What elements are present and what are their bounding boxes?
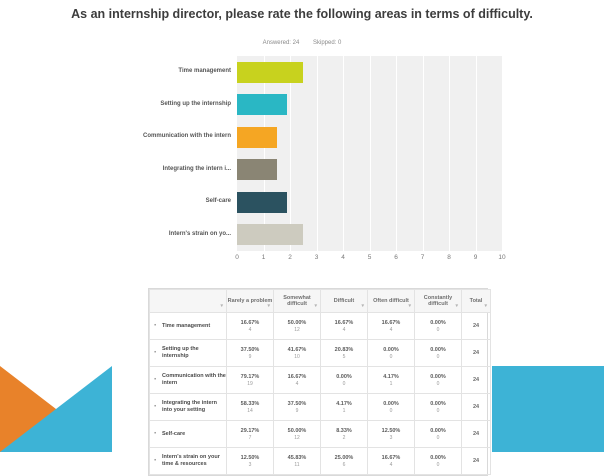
table-cell-value: 25.00% 6 bbox=[321, 448, 368, 475]
chart-bar bbox=[237, 62, 303, 83]
table-column-header[interactable] bbox=[150, 290, 227, 313]
table-column-header[interactable]: Somewhat difficult ▾ bbox=[274, 290, 321, 313]
chevron-down-icon[interactable]: ▾ bbox=[267, 302, 270, 309]
chart-gridline bbox=[290, 56, 291, 251]
data-table bbox=[148, 288, 488, 476]
row-bullet-icon: ▪ bbox=[154, 403, 157, 410]
table-cell-value: 8.33% 2 bbox=[321, 421, 368, 448]
chart-bar bbox=[237, 192, 287, 213]
table-cell-value: 12.50% 3 bbox=[227, 448, 274, 475]
table-cell-value: 50.00% 12 bbox=[274, 313, 321, 340]
chevron-down-icon[interactable]: ▾ bbox=[455, 302, 458, 309]
page-title: As an internship director, please rate the following areas in terms of difficulty. bbox=[71, 7, 533, 21]
skipped-count: Skipped: 0 bbox=[313, 40, 342, 46]
chart-bar bbox=[237, 224, 303, 245]
chart-x-tick-label: 4 bbox=[341, 254, 345, 261]
chevron-down-icon[interactable]: ▾ bbox=[220, 302, 223, 309]
chart-gridline bbox=[370, 56, 371, 251]
answered-count: Answered: 24 bbox=[262, 40, 300, 46]
chevron-down-icon[interactable]: ▾ bbox=[314, 302, 317, 309]
table-cell-category bbox=[150, 394, 227, 421]
table-column-header[interactable]: Difficult ▾ bbox=[321, 290, 368, 313]
table-cell-total: 24 bbox=[462, 340, 491, 367]
table-row bbox=[150, 313, 491, 340]
table-header-row bbox=[150, 290, 491, 313]
table-cell-category bbox=[150, 340, 227, 367]
chart-x-tick-label: 0 bbox=[235, 254, 239, 261]
table-row-label: Self-care bbox=[162, 430, 186, 437]
chevron-down-icon[interactable]: ▾ bbox=[408, 302, 411, 309]
chart-category-label: Integrating the intern i... bbox=[162, 165, 231, 172]
chart-x-tick-label: 2 bbox=[288, 254, 292, 261]
row-bullet-icon: ▪ bbox=[154, 457, 157, 464]
chart-x-tick-label: 10 bbox=[498, 254, 506, 261]
chart-bar bbox=[237, 127, 277, 148]
table-cell-value: 0.00% 0 bbox=[415, 448, 462, 475]
chart-category-label: Time management bbox=[178, 68, 231, 75]
table-row bbox=[150, 421, 491, 448]
table-cell-value: 4.17% 1 bbox=[368, 367, 415, 394]
table-cell-value: 4.17% 1 bbox=[321, 394, 368, 421]
table-cell-value: 0.00% 0 bbox=[368, 340, 415, 367]
table-row bbox=[150, 340, 491, 367]
table-cell-category bbox=[150, 421, 227, 448]
chart-x-tick-label: 7 bbox=[420, 254, 425, 261]
table-column-header[interactable]: Constantly difficult ▾ bbox=[415, 290, 462, 313]
decorative-blue-block-right bbox=[492, 366, 604, 452]
chevron-down-icon[interactable]: ▾ bbox=[484, 302, 487, 309]
chart-category-label: Self-care bbox=[205, 198, 231, 205]
table-row-label: Time management bbox=[162, 322, 211, 329]
table-cell-value: 37.50% 9 bbox=[227, 340, 274, 367]
table-row-label: Communication with the intern bbox=[162, 373, 226, 386]
table-body bbox=[150, 313, 491, 475]
chart-gridline bbox=[264, 56, 265, 251]
table-cell-total: 24 bbox=[462, 367, 491, 394]
table-cell-value: 0.00% 0 bbox=[368, 394, 415, 421]
table-cell-value: 0.00% 0 bbox=[415, 313, 462, 340]
table-cell-total: 24 bbox=[462, 394, 491, 421]
chart-category-label: Intern's strain on yo... bbox=[168, 230, 231, 237]
table-cell-value: 0.00% 0 bbox=[321, 367, 368, 394]
table-cell-value: 20.83% 5 bbox=[321, 340, 368, 367]
table-cell-value: 0.00% 0 bbox=[415, 340, 462, 367]
table-cell-value: 16.67% 4 bbox=[274, 367, 321, 394]
chart-category-label: Communication with the intern bbox=[143, 133, 231, 140]
table-cell-total: 24 bbox=[462, 448, 491, 475]
table-cell-value: 58.33% 14 bbox=[227, 394, 274, 421]
table-cell-value: 37.50% 9 bbox=[274, 394, 321, 421]
chart-x-tick-label: 1 bbox=[261, 254, 266, 261]
table-cell-total: 24 bbox=[462, 313, 491, 340]
chart-gridline bbox=[449, 56, 450, 251]
table-row-label: Intern's strain on your time & resources bbox=[162, 454, 220, 467]
bar-chart bbox=[22, 50, 582, 280]
table-cell-value: 16.67% 4 bbox=[321, 313, 368, 340]
row-bullet-icon: ▪ bbox=[154, 376, 157, 383]
chart-category-label: Setting up the internship bbox=[160, 100, 231, 107]
table-column-header[interactable]: Rarely a problem ▾ bbox=[227, 290, 274, 313]
table-cell-value: 0.00% 0 bbox=[415, 367, 462, 394]
chevron-down-icon[interactable]: ▾ bbox=[361, 302, 364, 309]
chart-gridline bbox=[423, 56, 424, 251]
table-cell-value: 0.00% 0 bbox=[415, 421, 462, 448]
chart-gridline bbox=[317, 56, 318, 251]
table-column-header[interactable]: Total ▾ bbox=[462, 290, 491, 313]
table-cell-total: 24 bbox=[462, 421, 491, 448]
table-cell-value: 79.17% 19 bbox=[227, 367, 274, 394]
table-cell-value: 12.50% 3 bbox=[368, 421, 415, 448]
table-row-label: Integrating the intern into your setting bbox=[162, 400, 217, 413]
chart-bar bbox=[237, 159, 277, 180]
response-summary bbox=[0, 40, 604, 46]
chart-gridline bbox=[396, 56, 397, 251]
chart-bar bbox=[237, 94, 287, 115]
chart-x-tick-label: 6 bbox=[394, 254, 398, 261]
table-cell-category bbox=[150, 313, 227, 340]
table-cell-value: 16.67% 4 bbox=[368, 448, 415, 475]
table-row bbox=[150, 367, 491, 394]
table-column-header[interactable]: Often difficult ▾ bbox=[368, 290, 415, 313]
chart-x-tick-label: 5 bbox=[367, 254, 372, 261]
chart-gridline bbox=[343, 56, 344, 251]
chart-x-tick-label: 3 bbox=[314, 254, 319, 261]
table-cell-value: 16.67% 4 bbox=[227, 313, 274, 340]
table-cell-value: 29.17% 7 bbox=[227, 421, 274, 448]
table-cell-value: 50.00% 12 bbox=[274, 421, 321, 448]
table-row bbox=[150, 394, 491, 421]
table-cell-value: 0.00% 0 bbox=[415, 394, 462, 421]
table-cell-value: 16.67% 4 bbox=[368, 313, 415, 340]
chart-x-tick-label: 8 bbox=[447, 254, 451, 261]
row-bullet-icon: ▪ bbox=[154, 322, 157, 329]
table-cell-value: 45.83% 11 bbox=[274, 448, 321, 475]
chart-gridline bbox=[476, 56, 477, 251]
table-cell-value: 41.67% 10 bbox=[274, 340, 321, 367]
chart-plot-area bbox=[237, 56, 502, 251]
table-row-label: Setting up the internship bbox=[162, 346, 199, 359]
table-cell-category bbox=[150, 367, 227, 394]
row-bullet-icon: ▪ bbox=[154, 349, 157, 356]
row-bullet-icon: ▪ bbox=[154, 430, 157, 437]
chart-x-tick-label: 9 bbox=[473, 254, 478, 261]
